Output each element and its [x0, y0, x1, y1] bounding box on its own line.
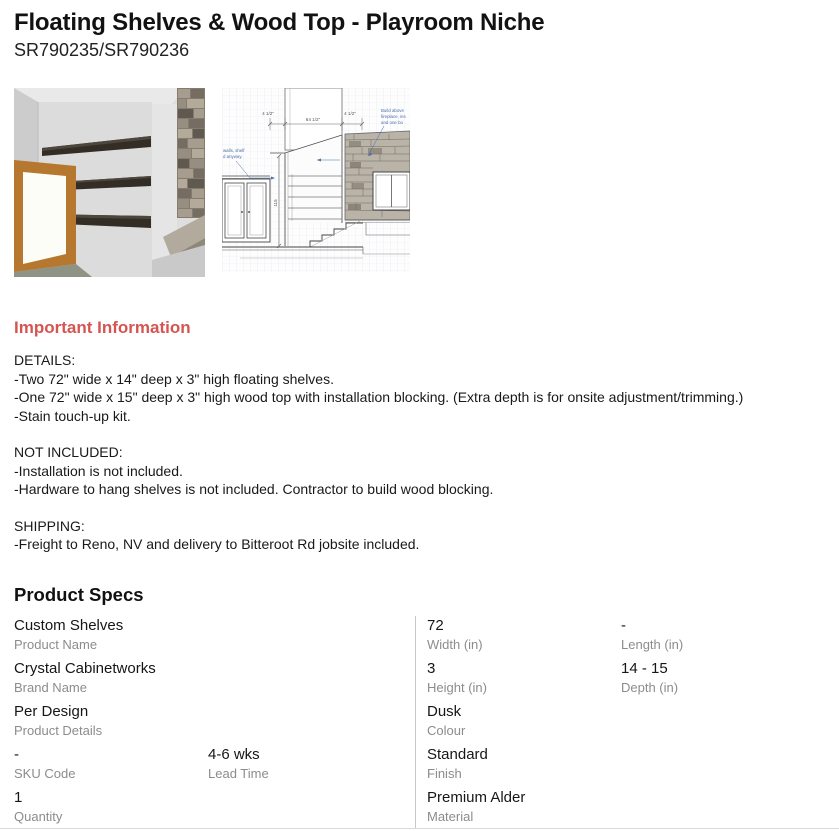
details-title: DETAILS:	[14, 352, 76, 368]
stone-wall-texture	[177, 88, 205, 218]
spec-row	[14, 659, 415, 696]
not-included-line: -Installation is not included.	[14, 462, 183, 479]
spec-row	[14, 745, 415, 782]
spec-colour: Dusk Colour	[427, 702, 466, 738]
dim-middle-label: 64 1/2"	[305, 117, 321, 122]
details-line: -Stain touch-up kit.	[14, 407, 131, 424]
dim-right-label: 4 1/2"	[344, 111, 356, 116]
important-information-heading: Important Information	[14, 318, 191, 337]
spec-row	[14, 702, 415, 739]
product-specs-table	[14, 616, 839, 829]
spec-row	[427, 745, 839, 782]
not-included-paragraph	[14, 443, 825, 499]
shipping-paragraph	[14, 517, 825, 554]
details-line: -One 72" wide x 15" deep x 3" high wood top with installation blocking. (Extra depth is for onsite adjustment/trimming.)	[14, 389, 744, 405]
spec-product-details: Per Design Product Details	[14, 702, 103, 738]
spec-row	[427, 616, 839, 653]
spec-finish: Standard Finish	[427, 745, 488, 781]
spec-product-name: Custom Shelves Product Name	[14, 616, 124, 652]
page-title: Floating Shelves & Wood Top - Playroom Niche	[14, 9, 545, 36]
spec-width: 72 Width (in)	[427, 616, 483, 652]
not-included-title: NOT INCLUDED:	[14, 444, 123, 460]
not-included-line: -Hardware to hang shelves is not included. Contractor to build wood blocking.	[14, 481, 494, 497]
product-drawing-image	[222, 88, 410, 272]
shipping-title: SHIPPING:	[14, 517, 85, 534]
shipping-line: -Freight to Reno, NV and delivery to Bitteroot Rd jobsite included.	[14, 536, 420, 552]
specs-left-column	[14, 616, 415, 829]
spec-sku-code: - SKU Code	[14, 745, 76, 781]
dim-vertical-label: 115	[273, 199, 278, 207]
spec-row	[427, 788, 839, 825]
spec-height: 3 Height (in)	[427, 659, 487, 695]
drawing-note-right-2: fireplace, ins	[381, 114, 406, 119]
product-specs-heading: Product Specs	[14, 583, 144, 605]
drawing-note-right-3: and one bo	[381, 120, 403, 125]
spec-material: Premium Alder Material	[427, 788, 526, 824]
spec-quantity: 1 Quantity	[14, 788, 63, 824]
spec-row	[427, 659, 839, 696]
dim-left-label: 4 1/2"	[262, 111, 274, 116]
spec-brand-name: Crystal Cabinetworks Brand Name	[14, 659, 156, 695]
drawing-note-left-1: walls, shelf	[223, 148, 245, 153]
drawing-cabinet	[222, 176, 270, 242]
spec-row	[14, 788, 415, 825]
spec-row	[427, 702, 839, 739]
page-subtitle: SR790235/SR790236	[14, 40, 190, 60]
important-information-body	[14, 351, 825, 554]
bottom-divider	[0, 828, 839, 829]
spec-lead-time: 4-6 wks Lead Time	[208, 745, 269, 781]
drawing-note-left-2: d anyway.	[223, 154, 243, 159]
spec-depth: 14 - 15 Depth (in)	[621, 659, 679, 695]
product-render-image	[14, 88, 205, 277]
details-line: -Two 72" wide x 14" deep x 3" high floating shelves.	[14, 370, 334, 387]
spec-length: - Length (in)	[621, 616, 684, 652]
spec-row	[14, 616, 415, 653]
drawing-note-right-1: Build above	[381, 108, 404, 113]
product-images	[14, 88, 825, 277]
specs-right-column	[415, 616, 839, 829]
details-paragraph	[14, 351, 825, 425]
drawing-stone-fireplace	[345, 131, 410, 235]
